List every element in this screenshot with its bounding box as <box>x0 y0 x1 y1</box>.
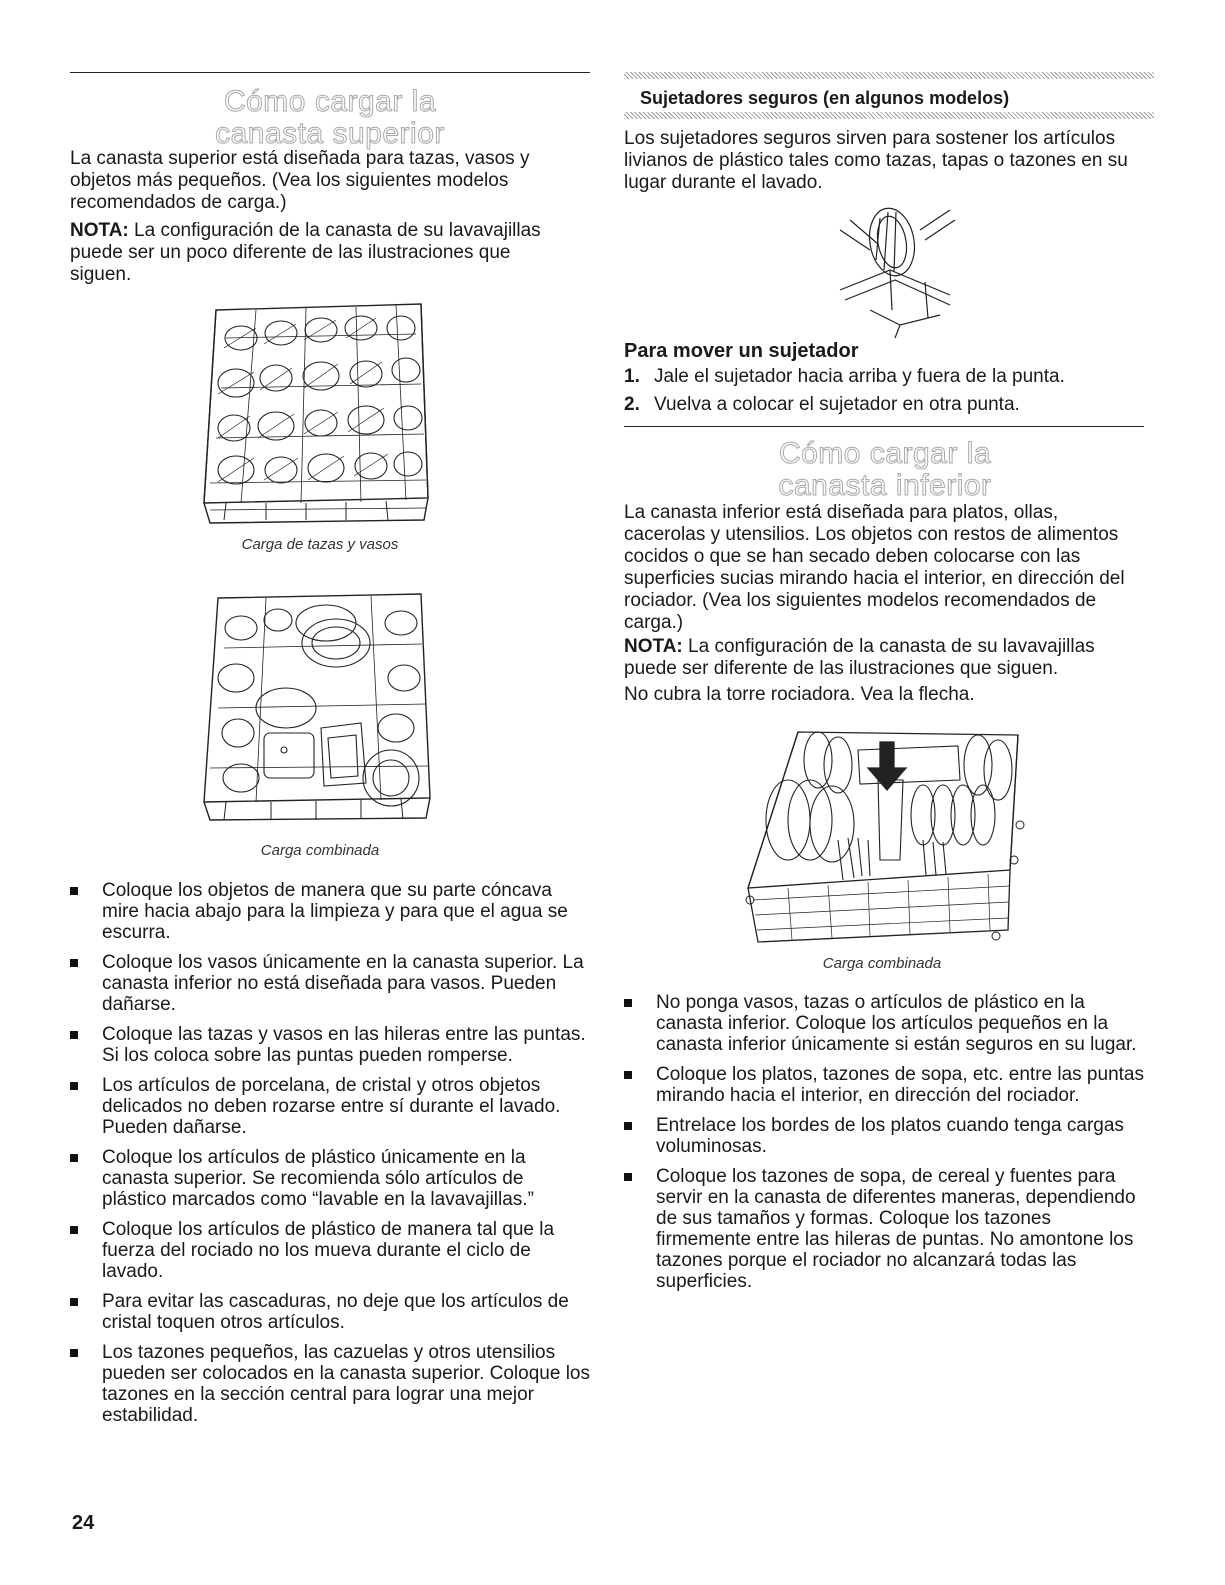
move-clip-steps <box>624 366 1144 422</box>
left-top-rule <box>70 72 590 73</box>
bullet-icon <box>70 1154 78 1162</box>
upper-rack-bullet-list <box>70 880 590 1435</box>
lower-rack-note <box>624 636 1144 680</box>
lower-rack-intro: La canasta inferior está diseñada para platos, ollas, cacerolas y utensilios. Los objetos con restos de alimentos cocidos o que se han secado deben colocarse con las superficies sucias mirando hacia el interior, en dirección del rociador. (Vea los siguientes modelos recomendados de carga.) <box>624 502 1125 633</box>
figure2-caption: Carga combinada <box>260 842 380 859</box>
list-item: Coloque los platos, tazones de sopa, etc. entre las puntas mirando hacia el interior, en dirección del rociador. <box>624 1064 1144 1106</box>
secure-clip-illustration <box>830 200 960 340</box>
list-item: Los artículos de porcelana, de cristal y otros objetos delicados no deben rozarse entre sí durante el lavado. Pueden dañarse. <box>70 1075 590 1138</box>
list-item: Para evitar las cascaduras, no deje que los artículos de cristal toquen otros artículos. <box>70 1291 590 1333</box>
list-item: Coloque los objetos de manera que su parte cóncava mire hacia abajo para la limpieza y para que el agua se escurra. <box>70 880 590 943</box>
lower-rack-note2: No cubra la torre rociadora. Vea la flecha. <box>624 684 975 705</box>
step-number: 1. <box>624 366 640 387</box>
upper-rack-title-line1: Cómo cargar la <box>223 85 437 118</box>
figure1-caption: Carga de tazas y vasos <box>241 536 399 553</box>
upper-rack-title <box>150 86 510 150</box>
right-section-rule <box>624 426 1144 427</box>
secure-clips-text: Los sujetadores seguros sirven para sostener los artículos livianos de plástico tales como tazas, tapas o tazones en su lugar durante el lavado. <box>624 128 1128 193</box>
bullet-icon <box>70 1031 78 1039</box>
section-hatch-top <box>624 72 1154 79</box>
lower-rack-title <box>700 438 1070 502</box>
note-text: La configuración de la canasta de su lavavajillas puede ser diferente de las ilustraciones que siguen. <box>624 636 1095 679</box>
list-item: Los tazones pequeños, las cazuelas y otros utensilios pueden ser colocados en la canasta superior. Coloque los tazones en la sección central para lograr una mejor estabilidad. <box>70 1342 590 1426</box>
bullet-icon <box>70 1349 78 1357</box>
step-text: Vuelva a colocar el sujetador en otra punta. <box>654 394 1020 415</box>
list-item: Entrelace los bordes de los platos cuando tenga cargas voluminosas. <box>624 1115 1144 1157</box>
step-text: Jale el sujetador hacia arriba y fuera de la punta. <box>654 366 1065 387</box>
bullet-icon <box>70 1082 78 1090</box>
upper-rack-combined-illustration <box>196 588 436 826</box>
bullet-icon <box>70 887 78 895</box>
bullet-icon <box>624 1071 632 1079</box>
list-item: Coloque los artículos de plástico únicamente en la canasta superior. Se recomienda sólo artículos de plástico marcados como “lavable en la lavavajillas.” <box>70 1147 590 1210</box>
list-item: Coloque los vasos únicamente en la canasta superior. La canasta inferior no está diseñada para vasos. Pueden dañarse. <box>70 952 590 1015</box>
upper-rack-cups-illustration <box>196 298 436 528</box>
page-number: 24 <box>72 1512 95 1534</box>
lower-rack-figure-caption: Carga combinada <box>822 955 942 972</box>
upper-rack-intro: La canasta superior está diseñada para tazas, vasos y objetos más pequeños. (Vea los siguientes modelos recomendados de carga.) <box>70 148 530 213</box>
bullet-icon <box>624 1122 632 1130</box>
list-item: Coloque las tazas y vasos en las hileras entre las puntas. Si los coloca sobre las puntas pueden romperse. <box>70 1024 590 1066</box>
secure-clips-heading: Sujetadores seguros (en algunos modelos) <box>640 88 1010 108</box>
upper-rack-title-line2: canasta superior <box>215 117 445 150</box>
list-item: Coloque los tazones de sopa, de cereal y fuentes para servir en la canasta de diferentes maneras, dependiendo de sus tamaños y formas. Coloque los tazones firmemente entre las hileras de puntas. No amontone los tazones porque el rociador no alcanzará todas las superficies. <box>624 1166 1144 1292</box>
bullet-icon <box>624 999 632 1007</box>
upper-rack-note <box>70 220 570 286</box>
list-item: Coloque los artículos de plástico de manera tal que la fuerza del rociado no los mueva durante el ciclo de lavado. <box>70 1219 590 1282</box>
bullet-icon <box>70 1226 78 1234</box>
list-item: No ponga vasos, tazas o artículos de plástico en la canasta inferior. Coloque los artículos pequeños en la canasta inferior únicamente si están seguros en su lugar. <box>624 992 1144 1055</box>
note-text: La configuración de la canasta de su lavavajillas puede ser un poco diferente de las ilustraciones que siguen. <box>70 220 541 285</box>
step-item <box>624 366 1144 388</box>
lower-rack-title-line1: Cómo cargar la <box>778 437 992 470</box>
lower-rack-combined-illustration <box>728 720 1028 948</box>
note-label: NOTA: <box>70 220 129 241</box>
bullet-icon <box>70 1298 78 1306</box>
bullet-icon <box>624 1173 632 1181</box>
lower-rack-title-line2: canasta inferior <box>778 469 992 502</box>
move-clip-heading: Para mover un sujetador <box>624 340 859 362</box>
section-hatch-bottom <box>624 112 1154 119</box>
step-item <box>624 394 1144 416</box>
note-label: NOTA: <box>624 636 683 657</box>
bullet-icon <box>70 959 78 967</box>
lower-rack-bullet-list <box>624 992 1144 1301</box>
step-number: 2. <box>624 394 640 415</box>
